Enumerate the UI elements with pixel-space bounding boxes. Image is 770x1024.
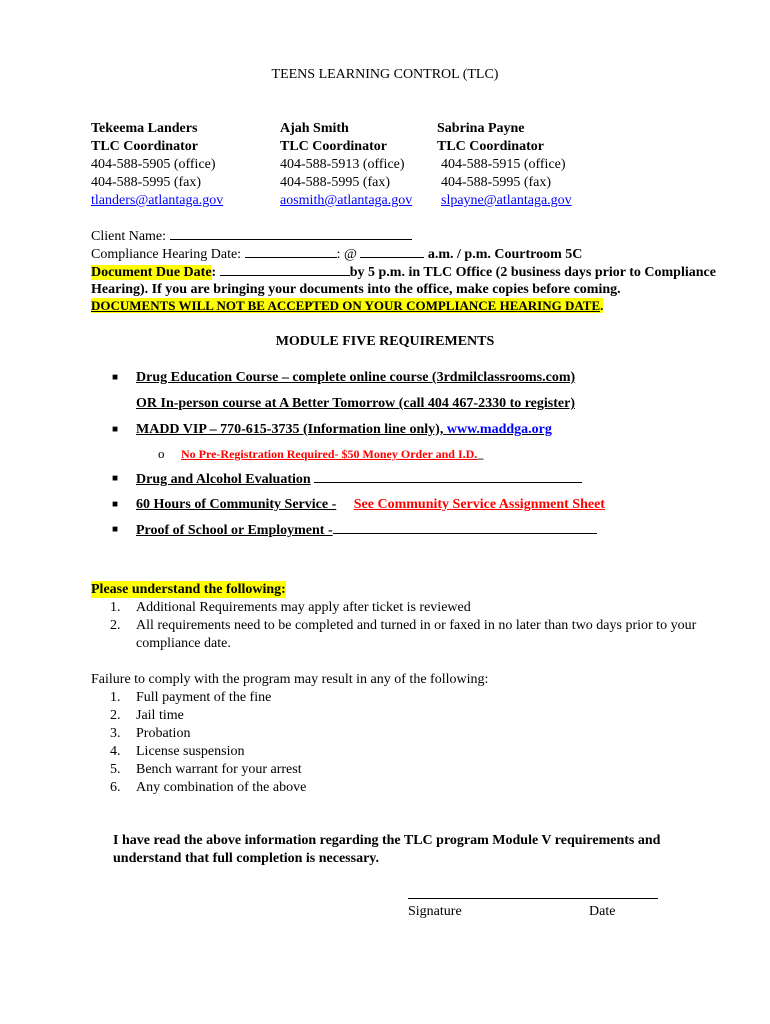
contact-role: TLC Coordinator (437, 139, 544, 154)
date-label: Date (589, 904, 616, 919)
hearing-time-blank[interactable] (360, 245, 424, 258)
contact-name: Tekeema Landers (91, 121, 198, 136)
hearing-time-separator: : @ (336, 247, 357, 262)
contact-email-link[interactable]: slpayne@atlantaga.gov (441, 193, 572, 208)
community-service-hours: 60 Hours of Community Service - (136, 497, 337, 512)
contact-name: Sabrina Payne (437, 121, 525, 136)
list-item: 6. Any combination of the above (110, 780, 307, 795)
signature-line[interactable] (408, 898, 658, 899)
warning-period: . (600, 298, 604, 313)
contact-office-phone: 404-588-5915 (office) (441, 157, 566, 172)
contact-fax: 404-588-5995 (fax) (280, 175, 391, 190)
contact-name: Ajah Smith (280, 121, 349, 136)
proof-row (136, 521, 597, 539)
contact-column-1 (91, 120, 223, 210)
madd-registration-note: No Pre-Registration Required- $50 Money Order and I.D. (181, 447, 478, 461)
warning-text: DOCUMENTS WILL NOT BE ACCEPTED ON YOUR COMPLIANCE HEARING DATE (91, 298, 601, 313)
failure-consequences-list (110, 689, 306, 797)
module-heading: MODULE FIVE REQUIREMENTS (275, 334, 495, 349)
evaluation-blank[interactable] (314, 470, 582, 483)
square-bullet-icon: ■ (112, 524, 119, 535)
client-name-label: Client Name: (91, 229, 167, 244)
contact-role: TLC Coordinator (91, 139, 198, 154)
evaluation-row (136, 470, 582, 488)
proof-of-school-employment: Proof of School or Employment - (136, 523, 333, 538)
contact-column-2 (280, 120, 412, 210)
contact-fax: 404-588-5995 (fax) (91, 175, 202, 190)
due-date-label: Document Due Date (91, 265, 212, 280)
list-item: 1. Full payment of the fine (110, 690, 272, 705)
list-item: 3. Probation (110, 726, 191, 741)
madd-note-blank: _ (477, 447, 484, 461)
client-name-row (91, 227, 412, 245)
contact-role: TLC Coordinator (280, 139, 387, 154)
hearing-courtroom: a.m. / p.m. Courtroom 5C (427, 247, 583, 262)
document-title: TEENS LEARNING CONTROL (TLC) (271, 67, 499, 82)
contact-office-phone: 404-588-5905 (office) (91, 157, 216, 172)
list-item: 4. License suspension (110, 744, 245, 759)
drug-alcohol-evaluation: Drug and Alcohol Evaluation (136, 472, 311, 487)
square-bullet-icon: ■ (112, 372, 119, 383)
madd-vip-row (136, 421, 552, 438)
due-date-instructions-continued: Hearing). If you are bringing your documents into the office, make copies before coming. (91, 282, 621, 297)
due-date-blank[interactable] (220, 263, 350, 276)
community-service-row (136, 496, 605, 513)
proof-blank[interactable] (333, 521, 597, 534)
acknowledgement-line-1: I have read the above information regarding the TLC program Module V requirements and (113, 833, 661, 848)
drug-education-course: Drug Education Course – complete online course (3rdmilclassrooms.com) (136, 370, 576, 385)
failure-intro: Failure to comply with the program may result in any of the following: (91, 672, 489, 687)
square-bullet-icon: ■ (112, 499, 119, 510)
signature-label: Signature (408, 904, 462, 919)
contact-office-phone: 404-588-5913 (office) (280, 157, 405, 172)
client-name-blank[interactable] (170, 227, 412, 240)
in-person-course-option: OR In-person course at A Better Tomorrow (call 404 467-2330 to register) (136, 396, 575, 411)
acknowledgement-line-2: understand that full completion is necessary. (113, 851, 380, 866)
contact-column-3 (437, 120, 572, 210)
square-bullet-icon: ■ (112, 473, 119, 484)
contact-email-link[interactable]: tlanders@atlantaga.gov (91, 193, 224, 208)
square-bullet-icon: ■ (112, 424, 119, 435)
madd-vip-info: MADD VIP – 770-615-3735 (Information line only), (136, 422, 444, 437)
understand-heading: Please understand the following: (91, 582, 286, 597)
due-date-colon: : (211, 265, 217, 280)
hearing-date-label: Compliance Hearing Date: (91, 247, 242, 262)
list-item: 2. Jail time (110, 708, 184, 723)
hearing-date-row (91, 245, 582, 263)
list-item: 1. Additional Requirements may apply after ticket is reviewed (110, 600, 471, 615)
hearing-date-blank[interactable] (245, 245, 337, 258)
circle-bullet-icon: o (158, 446, 165, 461)
contact-fax: 404-588-5995 (fax) (441, 175, 552, 190)
madd-website-link[interactable]: www.maddga.org (446, 422, 552, 437)
due-date-row (91, 263, 716, 281)
contact-email-link[interactable]: aosmith@atlantaga.gov (280, 193, 413, 208)
understand-list (110, 599, 696, 653)
list-item: 2. All requirements need to be completed and turned in or faxed in no later than two days prior to your (110, 618, 697, 633)
list-item-continuation: compliance date. (136, 636, 231, 651)
madd-note-row (181, 446, 483, 463)
due-date-instructions: by 5 p.m. in TLC Office (2 business days prior to Compliance (349, 265, 716, 280)
community-service-sheet-link[interactable]: See Community Service Assignment Sheet (353, 497, 605, 512)
list-item: 5. Bench warrant for your arrest (110, 762, 302, 777)
warning-row (91, 297, 603, 314)
